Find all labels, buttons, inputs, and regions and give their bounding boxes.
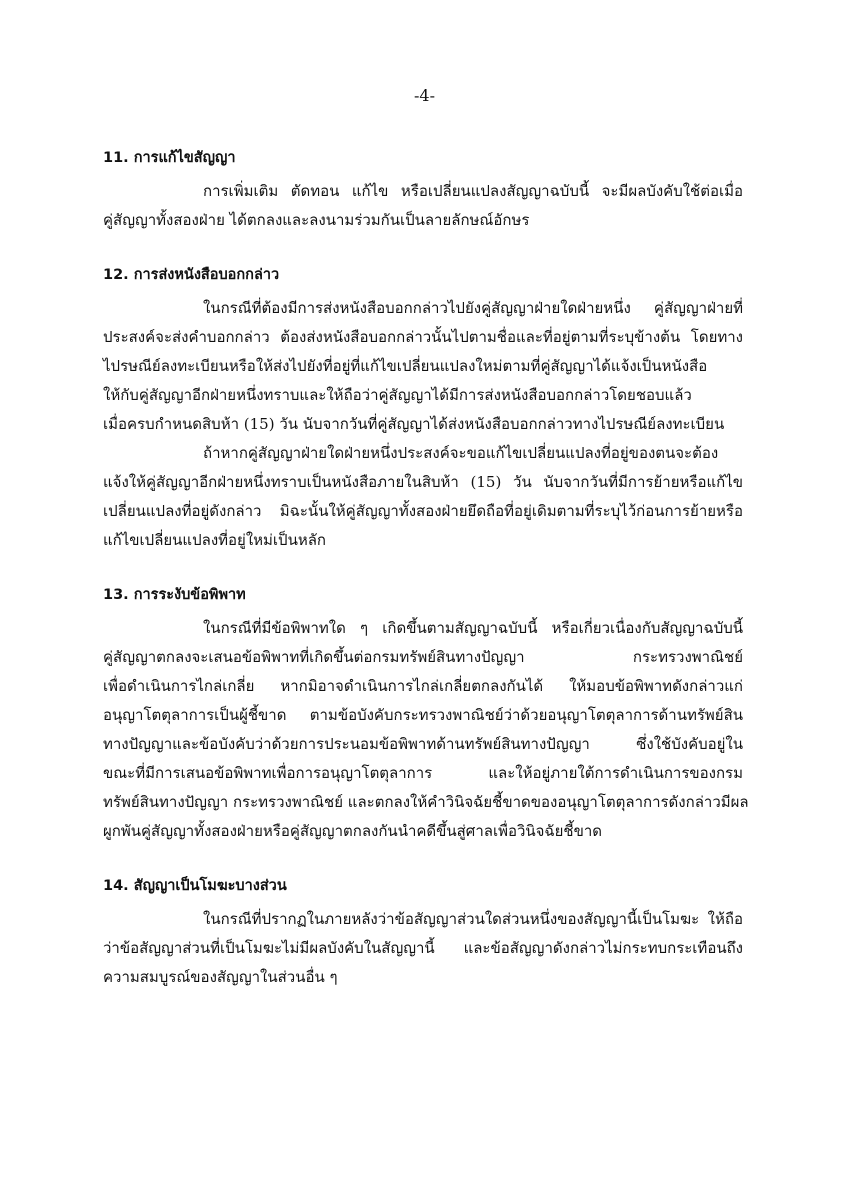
section-heading: 14. สัญญาเป็นโมฆะบางส่วน bbox=[103, 878, 287, 894]
paragraph-line: ประสงค์จะส่งคำบอกกล่าว ต้องส่งหนังสือบอกกล่าวนั้นไปตามชื่อและที่อยู่ตามที่ระบุข้างต้น โดยทาง bbox=[103, 328, 743, 346]
paragraph bbox=[103, 177, 743, 235]
paragraph-line: ให้กับคู่สัญญาอีกฝ่ายหนึ่งทราบและให้ถือว่าคู่สัญญาได้มีการส่งหนังสือบอกกล่าวโดยชอบแล้ว bbox=[103, 386, 692, 404]
paragraph-line: การเพิ่มเติม ตัดทอน แก้ไข หรือเปลี่ยนแปลงสัญญาฉบับนี้ จะมีผลบังคับใช้ต่อเมื่อ bbox=[203, 182, 743, 200]
paragraph bbox=[103, 439, 743, 555]
paragraph-line: ในกรณีที่ต้องมีการส่งหนังสือบอกกล่าวไปยังคู่สัญญาฝ่ายใดฝ่ายหนึ่ง คู่สัญญาฝ่ายที่ bbox=[203, 299, 743, 317]
section-heading: 12. การส่งหนังสือบอกกล่าว bbox=[103, 267, 280, 283]
document-body bbox=[103, 143, 749, 1017]
paragraph-line: คู่สัญญาทั้งสองฝ่าย ได้ตกลงและลงนามร่วมกันเป็นลายลักษณ์อักษร bbox=[103, 211, 530, 229]
paragraph-line: อนุญาโตตุลาการเป็นผู้ชี้ขาด ตามข้อบังคับกระทรวงพาณิชย์ว่าด้วยอนุญาโตตุลาการด้านทรัพย์สิน bbox=[103, 706, 743, 724]
paragraph-line: ไปรษณีย์ลงทะเบียนหรือให้ส่งไปยังที่อยู่ที่แก้ไขเปลี่ยนแปลงใหม่ตามที่คู่สัญญาได้แจ้งเป็นหนังสือ bbox=[103, 357, 708, 375]
page-number: -4- bbox=[414, 86, 435, 105]
paragraph bbox=[103, 614, 749, 846]
paragraph-line: ถ้าหากคู่สัญญาฝ่ายใดฝ่ายหนึ่งประสงค์จะขอแก้ไขเปลี่ยนแปลงที่อยู่ของตนจะต้อง bbox=[203, 444, 719, 462]
section-12 bbox=[103, 260, 743, 555]
paragraph-line: ผูกพันคู่สัญญาทั้งสองฝ่ายหรือคู่สัญญาตกลงกันนำคดีขึ้นสู่ศาลเพื่อวินิจฉัยชี้ขาด bbox=[103, 822, 603, 840]
paragraph bbox=[103, 905, 743, 992]
paragraph bbox=[103, 294, 743, 439]
paragraph-line: ทรัพย์สินทางปัญญา กระทรวงพาณิชย์ และตกลงให้คำวินิจฉัยชี้ขาดของอนุญาโตตุลาการดังกล่าวมีผล bbox=[103, 793, 749, 811]
paragraph-line: เพื่อดำเนินการไกล่เกลี่ย หากมิอาจดำเนินการไกล่เกลี่ยตกลงกันได้ ให้มอบข้อพิพาทดังกล่าวแก่ bbox=[103, 677, 743, 695]
section-11 bbox=[103, 143, 743, 235]
paragraph-line: ความสมบูรณ์ของสัญญาในส่วนอื่น ๆ bbox=[103, 968, 338, 986]
section-heading: 13. การระงับข้อพิพาท bbox=[103, 587, 246, 603]
section-heading: 11. การแก้ไขสัญญา bbox=[103, 150, 236, 166]
paragraph-line: คู่สัญญาตกลงจะเสนอข้อพิพาทที่เกิดขึ้นต่อกรมทรัพย์สินทางปัญญา กระทรวงพาณิชย์ bbox=[103, 648, 743, 666]
paragraph-line: ในกรณีที่มีข้อพิพาทใด ๆ เกิดขึ้นตามสัญญาฉบับนี้ หรือเกี่ยวเนื่องกับสัญญาฉบับนี้ bbox=[203, 619, 743, 637]
section-13 bbox=[103, 580, 749, 846]
paragraph-line: ขณะที่มีการเสนอข้อพิพาทเพื่อการอนุญาโตตุลาการ และให้อยู่ภายใต้การดำเนินการของกรม bbox=[103, 764, 743, 782]
paragraph-line: แจ้งให้คู่สัญญาอีกฝ่ายหนึ่งทราบเป็นหนังสือภายในสิบห้า (15) วัน นับจากวันที่มีการย้ายหรือแก้ไข bbox=[103, 473, 743, 491]
paragraph-line: ว่าข้อสัญญาส่วนที่เป็นโมฆะไม่มีผลบังคับในสัญญานี้ และข้อสัญญาดังกล่าวไม่กระทบกระเทือนถึง bbox=[103, 939, 743, 957]
section-14 bbox=[103, 871, 743, 992]
paragraph-line: แก้ไขเปลี่ยนแปลงที่อยู่ใหม่เป็นหลัก bbox=[103, 531, 326, 549]
paragraph-line: เปลี่ยนแปลงที่อยู่ดังกล่าว มิฉะนั้นให้คู่สัญญาทั้งสองฝ่ายยึดถือที่อยู่เดิมตามที่ระบุไว้ก่อนการย้ายหรือ bbox=[103, 502, 743, 520]
paragraph-line: ทางปัญญาและข้อบังคับว่าด้วยการประนอมข้อพิพาทด้านทรัพย์สินทางปัญญา ซึ่งใช้บังคับอยู่ใน bbox=[103, 735, 743, 753]
paragraph-line: เมื่อครบกำหนดสิบห้า (15) วัน นับจากวันที่คู่สัญญาได้ส่งหนังสือบอกกล่าวทางไปรษณีย์ลงทะเบียน bbox=[103, 415, 725, 433]
paragraph-line: ในกรณีที่ปรากฏในภายหลังว่าข้อสัญญาส่วนใดส่วนหนึ่งของสัญญานี้เป็นโมฆะ ให้ถือ bbox=[203, 910, 743, 928]
